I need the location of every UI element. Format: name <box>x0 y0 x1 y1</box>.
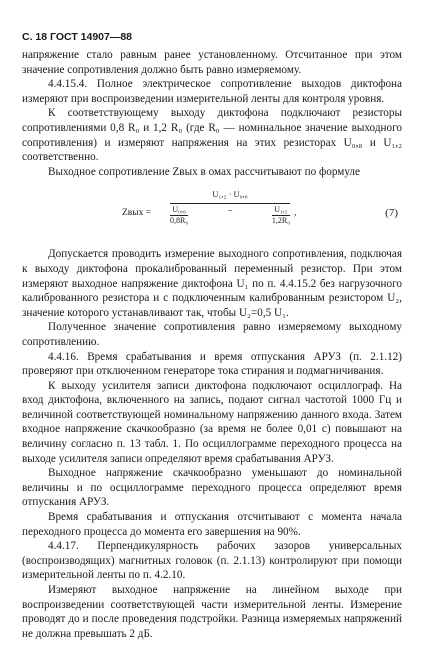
formula-denominator <box>170 204 290 226</box>
paragraph: Выходное напряжение скачкообразно уменьшают до номинальной величины и по осциллограмме переходного процесса определяют время отпускания АРУЗ. <box>22 467 402 509</box>
formula-7 <box>22 185 402 239</box>
paragraph: 4.4.16. Время срабатывания и время отпускания АРУЗ (п. 2.1.12) проверяют при отключенном генераторе тока стирания и подмагничивания. <box>22 350 402 378</box>
formula-den-right: $\frac{\text{U₁,₂}}{\text{1,2R₀}}$ <box>271 204 290 225</box>
paragraph: Время срабатывания и отпускания отсчитывают с момента начала переходного процесса до момента его завершения на 90%. <box>22 511 402 538</box>
paragraph: напряжение стало равным ранее установленному. Отсчитанное при этом значение сопротивления должно быть равно измеряемому. <box>22 49 402 76</box>
document-body <box>22 48 402 641</box>
formula-den-operator: − <box>227 206 233 217</box>
paragraph: К выходу усилителя записи диктофона подключают осциллограф. На вход диктофона, включенного на запись, подают сигнал частотой 1000 Гц и величиной соответствующей номинальному напряжению данного входа. Затем входное напряжение скачкообразно (за время не более 0,01 с) повышают на величину согласно п. 13 табл. 1. По осциллограмме переходного процесса на выходе усилителя записи определяют время срабатывания АРУЗ. <box>22 379 402 465</box>
page-header: С. 18 ГОСТ 14907—88 <box>22 31 133 43</box>
formula-lhs: Zвых = <box>122 208 152 219</box>
formula-numerator: U₁,₂ · U₀,₈ <box>170 187 290 204</box>
paragraph: Допускается проводить измерение выходного сопротивления, подключая к выходу диктофона прокалиброванный переменный резистор. При этом измеряют выходное напряжение диктофона U₁ по п. 4.4.15.2 без нагрузочного калиброванного резистора и с подключенным калиброванным резистором U₂, значение которого устанавливают так, чтобы U₂=0,5 U₁. <box>22 248 402 319</box>
formula-comma: , <box>294 208 297 219</box>
formula-fraction <box>170 187 290 226</box>
formula-number: (7) <box>385 207 398 220</box>
paragraph: 4.4.15.4. Полное электрическое сопротивление выходов диктофона измеряют при воспроизведении измерительной ленты для контроля уровня. <box>22 78 402 105</box>
paragraph: Выходное сопротивление Zвых в омах рассчитывают по формуле <box>48 165 360 178</box>
paragraph: 4.4.17. Перпендикулярность рабочих зазоров универсальных (воспроизводящих) магнитных головок (п. 2.1.13) контролируют при помощи измерительной ленты по п. 4.2.10. <box>22 540 402 582</box>
paragraph: К соответствующему выходу диктофона подключают резисторы сопротивлениями 0,8 R₀ и 1,2 R₀ (где R₀ — номинальное значение выходного сопротивления) и измеряют напряжения на этих резисторах U₀,₈ и U₁,₂ соответственно. <box>22 107 402 164</box>
paragraph: Полученное значение сопротивления равно измеряемому выходному сопротивлению. <box>22 321 402 348</box>
formula-den-left: U₀,₈ 0,8R₀ <box>170 204 189 225</box>
paragraph: Измеряют выходное напряжение на линейном выходе при воспроизведении соответствующей части измерительной ленты. Измерение проводят до и после проведения подстройки. Разница измеряемых напряжений не должна превышать 2 дБ. <box>22 584 402 640</box>
